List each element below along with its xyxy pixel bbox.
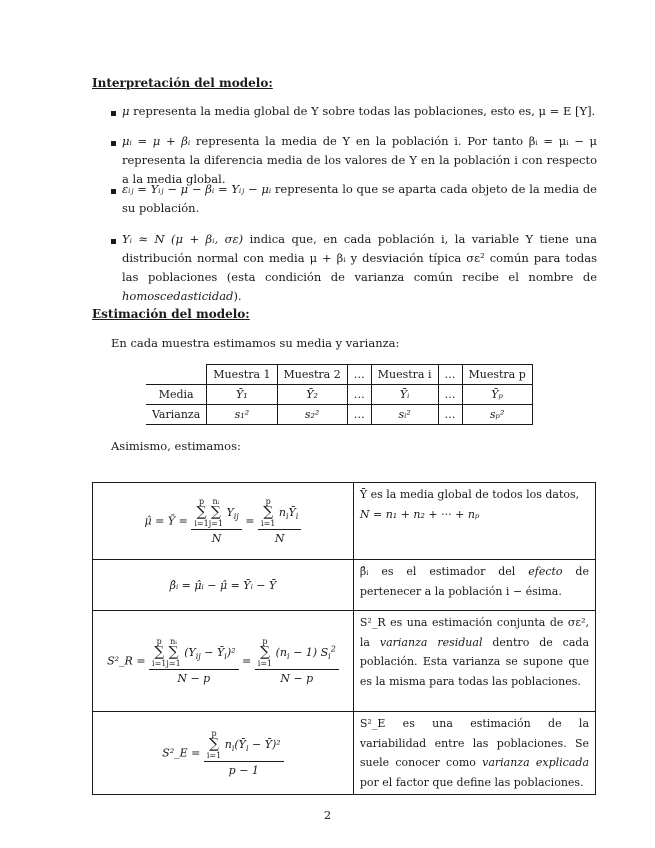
stats-col-header: Muestra 1: [207, 365, 277, 385]
bullet-text-3: [122, 180, 597, 218]
formula-se2: [93, 712, 354, 795]
stats-row-label: Varianza: [146, 405, 207, 425]
formula-mu-hat: μ̂ = Ȳ = p ∑ i=1nᵢ ∑ j=1 $Y_{ij}$ N = p ∑ i=1 $n_iȲ_i$ N: [93, 483, 354, 560]
stats-cell: s₁²: [207, 405, 277, 425]
desc-emph: varianza explicada: [482, 756, 589, 769]
stats-cell: Ȳ₂: [277, 385, 347, 405]
bullet-math-2: μᵢ = μ + βᵢ: [122, 134, 191, 148]
description-mu-hat: [353, 483, 595, 560]
fraction: p ∑ i=1 $n_i(Ȳ_i$ − Ȳ)² p − 1: [204, 729, 284, 777]
stats-cell: …: [438, 405, 462, 425]
bullet-body-4: indica que, en cada población i, la variable Y tiene una distribución normal con media μ + βᵢ y desviación típica σε² común para todas las poblaciones (esta condición de varianza común recibe el nombre de: [122, 232, 597, 284]
description-sr2: [353, 611, 595, 712]
estimators-table: [92, 482, 596, 795]
bullet-marker: [111, 189, 116, 194]
estimator-row-beta: [93, 560, 596, 611]
description-beta-hat: [353, 560, 595, 611]
heading-interpretation: Interpretación del modelo:: [92, 76, 273, 90]
desc-text: de pertenecer a la población i − ésima.: [359, 565, 589, 598]
bullet-marker: [111, 141, 116, 146]
stats-cell: s₂²: [277, 405, 347, 425]
desc-text: Ȳ es la media global de todos los datos,: [359, 488, 580, 501]
formula-lhs: μ̂ = Ȳ =: [144, 514, 188, 528]
bullet-body-3: representa lo que se aparta cada objeto de la media de su población.: [122, 182, 597, 215]
desc-emph: varianza residual: [379, 635, 483, 649]
formula-lhs: S²_E =: [162, 746, 201, 760]
bullet-body-2: representa la media de Y en la población i. Por tanto βᵢ = μᵢ − μ representa la diferencia media de los valores de Y en la población i con respecto a la media global.: [122, 134, 597, 186]
fraction: p ∑ i=1nᵢ ∑ j=1 $Y_{ij}$ N: [191, 497, 241, 545]
stats-col-header: Muestra i: [371, 365, 438, 385]
stats-col-header: Muestra 2: [277, 365, 347, 385]
fraction: p ∑ i=1nᵢ ∑ j=1 ($Y_{ij}$ − $Ȳ_i)^2$ N − p: [149, 637, 239, 685]
intro-text: En cada muestra estimamos su media y varianza:: [111, 336, 400, 350]
stats-col-header: Muestra p: [462, 365, 532, 385]
stats-row-media: [146, 385, 532, 405]
asimismo-text: Asimismo, estimamos:: [111, 439, 241, 453]
bullet-text-1: [122, 102, 597, 121]
bullet-emph-4: homoscedasticidad: [122, 289, 234, 303]
formula-beta-hat: β̂ᵢ = μ̂ᵢ − μ̂ = Ȳᵢ − Ȳ: [93, 560, 354, 611]
desc-text: S²_R es una estimación conjunta de σε², la: [359, 616, 589, 649]
stats-col-header: …: [438, 365, 462, 385]
formula-sr2: S²_R = p ∑ i=1nᵢ ∑ j=1 ($Y_{ij}$ − $Ȳ_i)^2$ N − p = p ∑ i=1 $(n_i - 1)$ $S_i^2$ N − p: [93, 611, 354, 712]
stats-cell: Ȳᵢ: [371, 385, 438, 405]
stats-cell: Ȳₚ: [462, 385, 532, 405]
desc-text: β̂ᵢ es el estimador del: [359, 565, 529, 578]
stats-table: [146, 364, 533, 425]
stats-cell: sᵢ²: [371, 405, 438, 425]
formula-lhs: S²_R =: [107, 654, 146, 668]
stats-row-label: Media: [146, 385, 207, 405]
fraction: p ∑ i=1 $(n_i - 1)$ $S_i^2$ N − p: [255, 637, 339, 685]
desc-math: N = n₁ + n₂ + ··· + nₚ: [359, 507, 480, 521]
estimator-row-se: [93, 712, 596, 795]
desc-emph: efecto: [528, 565, 563, 578]
estimator-row-sr: [93, 611, 596, 712]
desc-text: por el factor que define las poblaciones.: [359, 775, 584, 789]
description-se2: [353, 712, 595, 795]
bullet-tail-4: ).: [233, 289, 242, 303]
stats-corner: [146, 365, 207, 385]
stats-col-header: …: [347, 365, 371, 385]
bullet-body-1: representa la media global de Y sobre todas las poblaciones, esto es, μ = E [Y].: [129, 104, 596, 118]
fraction: p ∑ i=1 $n_iȲ_i$ N: [258, 497, 301, 545]
bullet-marker: [111, 239, 116, 244]
stats-cell: …: [438, 385, 462, 405]
stats-cell: Ȳ₁: [207, 385, 277, 405]
bullet-math-4: Yᵢ ≈ N (μ + βᵢ, σε): [122, 232, 244, 246]
stats-cell: …: [347, 385, 371, 405]
bullet-math-3: εᵢⱼ = Yᵢⱼ − μ − βᵢ = Yᵢⱼ − μᵢ: [122, 182, 272, 196]
stats-header-row: [146, 365, 532, 385]
bullet-marker: [111, 111, 116, 116]
desc-text: S²_E es una estimación de la variabilidad entre las poblaciones. Se suele conocer como: [359, 717, 589, 769]
stats-cell: sₚ²: [462, 405, 532, 425]
desc-text: dentro de cada población. Esta varianza se supone que es la misma para todas las poblaciones.: [359, 635, 590, 688]
heading-estimation: Estimación del modelo:: [92, 307, 250, 321]
stats-cell: …: [347, 405, 371, 425]
estimator-row-mu: [93, 483, 596, 560]
bullet-math-1: μ: [122, 104, 130, 118]
page-number: 2: [323, 808, 332, 822]
bullet-text-4: [122, 230, 597, 306]
stats-row-varianza: [146, 405, 532, 425]
